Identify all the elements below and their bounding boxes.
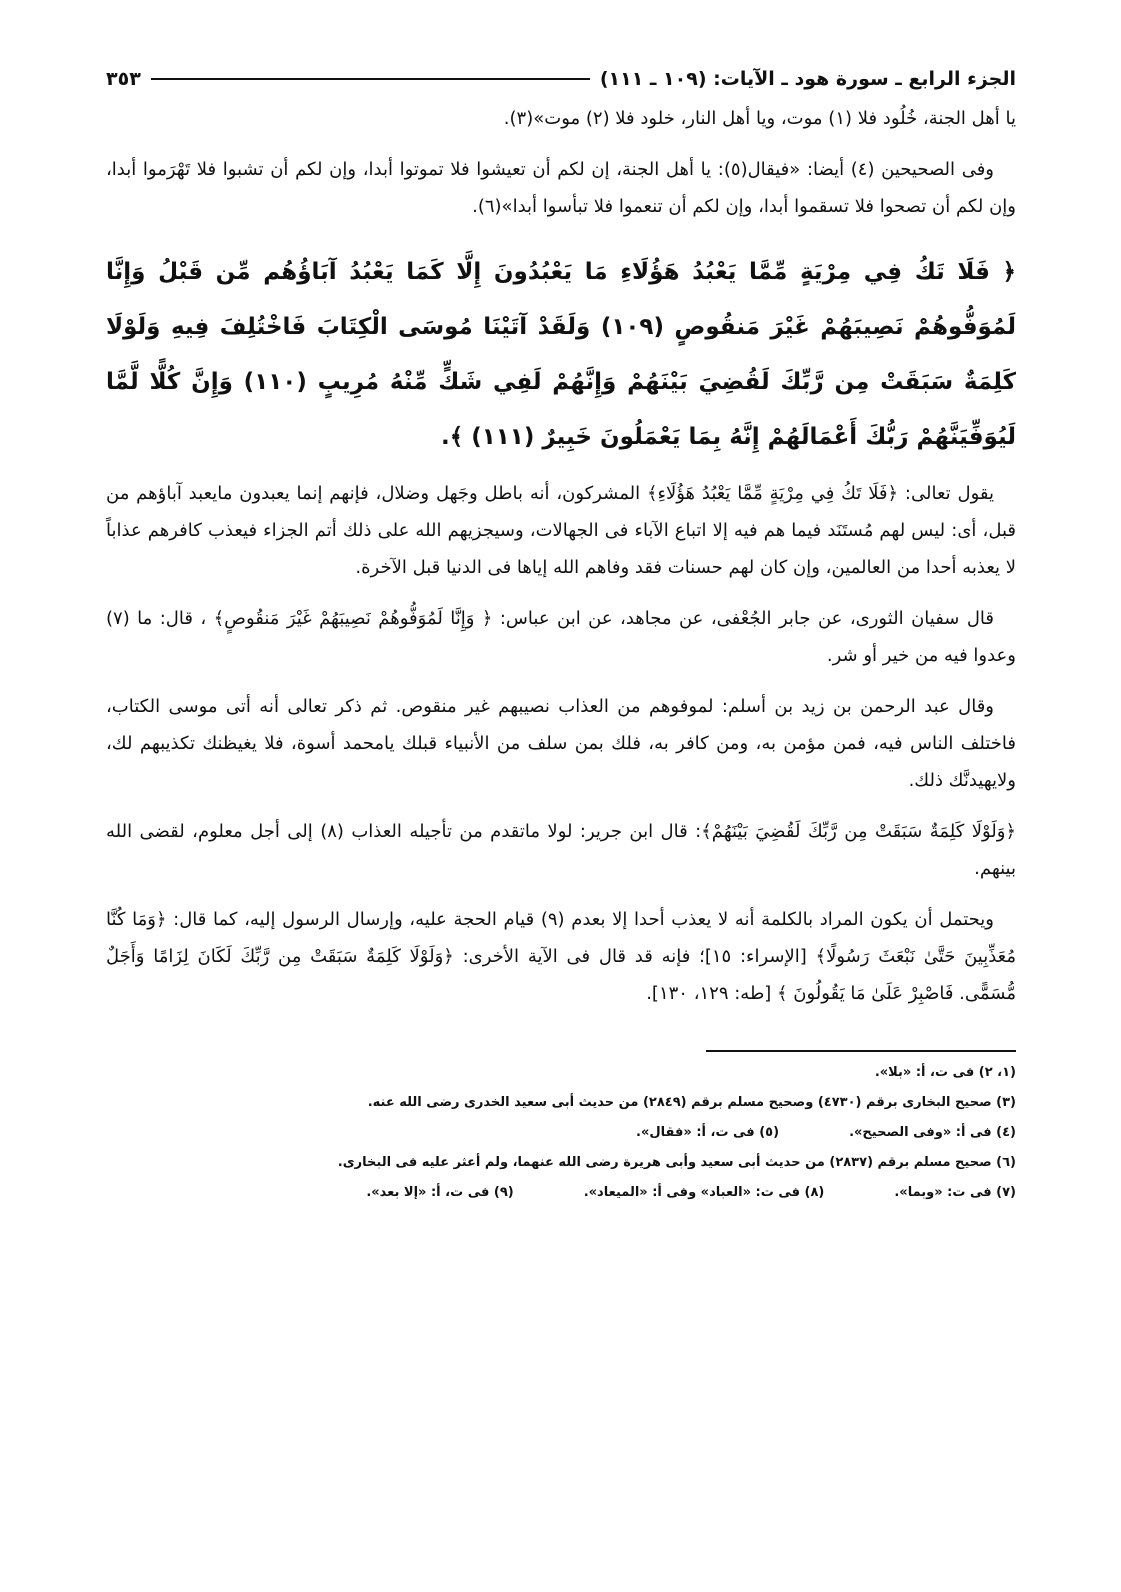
commentary-paragraph: ويحتمل أن يكون المراد بالكلمة أنه لا يعذب أحدا إلا بعدم (٩) قيام الحجة عليه، وإرسال الرسول إليه، كما قال: ﴿وَمَا كُنَّا مُعَذِّبِينَ حَتَّىٰ نَبْعَثَ رَسُولًا﴾ [الإسراء: ١٥]؛ فإنه قد قال فى الآية الأخرى: ﴿وَلَوْلَا كَلِمَةٌ سَبَقَتْ مِن رَّبِّكَ لَكَانَ لِزَامًا وَأَجَلٌ مُّسَمًّى. فَاصْبِرْ عَلَىٰ مَا يَقُولُونَ ﴾ [طه: ١٢٩، ١٣٠]. [106, 909, 1016, 1004]
commentary-paragraph: يقول تعالى: ﴿فَلَا تَكُ فِي مِرْيَةٍ مِّمَّا يَعْبُدُ هَؤُلَاءِ﴾ المشركون، أنه باطل وجَهل وضلال، فإنهم إنما يعبدون مايعبد آباؤهم من قبل، أى: ليس لهم مُستَنَد فيما هم فيه إلا اتباع الآباء فى الجهالات، وسيجزيهم الله على ذلك أتم الجزاء فيعذب كافرهم عذاباً لا يعذبه أحدا من العالمين، وإن كان لهم حسنات فقد وفاهم الله إياها فى الدنيا قبل الآخرة. [106, 483, 1016, 578]
footnote-separator [706, 1050, 1016, 1052]
commentary-paragraph: قال سفيان الثورى، عن جابر الجُعْفى، عن مجاهد، عن ابن عباس: ﴿ وَإِنَّا لَمُوَفُّوهُمْ نَصِيبَهُمْ غَيْرَ مَنقُوصٍ﴾ ، قال: ما (٧) وعدوا فيه من خير أو شر. [106, 608, 1016, 666]
footnote: (٥) فى ت، أ: «فقال». [636, 1125, 780, 1140]
page-number: ٣٥٣ [106, 68, 141, 90]
commentary-paragraph: ﴿وَلَوْلَا كَلِمَةٌ سَبَقَتْ مِن رَّبِّكَ لَقُضِيَ بَيْنَهُمْ﴾: قال ابن جرير: لولا ماتقدم من تأجيله العذاب (٨) إلى أجل معلوم، لقضى الله بينهم. [106, 821, 1016, 879]
commentary-paragraph: وقال عبد الرحمن بن زيد بن أسلم: لموفوهم من العذاب نصيبهم غير منقوص. ثم ذكر تعالى أنه أتى موسى الكتاب، فاختلف الناس فيه، فمن مؤمن به، ومن كافر به، فلك بمن سلف من الأنبياء قبلك يامحمد أسوة، فلا يغيظنك تكذيبهم لك، ولايهيدنَّك ذلك. [106, 696, 1016, 791]
book-page [106, 62, 1016, 1208]
paragraph: وفى الصحيحين (٤) أيضا: «فيقال(٥): يا أهل الجنة، إن لكم أن تعيشوا فلا تموتوا أبدا، وإن لكم أن تشبوا فلا تَهْرَموا أبدا، وإن لكم أن تصحوا فلا تسقموا أبدا، وإن لكم أن تنعموا فلا تبأسوا أبدا»(٦). [106, 159, 1016, 217]
running-header [106, 62, 1016, 96]
footnote: (٨) فى ت: «العباد» وفى أ: «الميعاد». [583, 1185, 825, 1200]
footnote: (٣) صحيح البخارى برقم (٤٧٣٠) وصحيح مسلم برقم (٢٨٤٩) من حديث أبى سعيد الخدرى رضى الله عنه. [367, 1095, 1016, 1110]
quran-verse-block: ﴿ فَلَا تَكُ فِي مِرْيَةٍ مِّمَّا يَعْبُدُ هَؤُلَاءِ مَا يَعْبُدُونَ إِلَّا كَمَا يَعْبُدُ آبَاؤُهُم مِّن قَبْلُ وَإِنَّا لَمُوَفُّوهُمْ نَصِيبَهُمْ غَيْرَ مَنقُوصٍ (١٠٩) وَلَقَدْ آتَيْنَا مُوسَى الْكِتَابَ فَاخْتُلِفَ فِيهِ وَلَوْلَا كَلِمَةٌ سَبَقَتْ مِن رَّبِّكَ لَقُضِيَ بَيْنَهُمْ وَإِنَّهُمْ لَفِي شَكٍّ مِّنْهُ مُرِيبٍ (١١٠) وَإِنَّ كُلًّا لَّمَّا لَيُوَفِّيَنَّهُمْ رَبُّكَ أَعْمَالَهُمْ إِنَّهُ بِمَا يَعْمَلُونَ خَبِيرٌ (١١١) ﴾. [106, 259, 1016, 450]
footnotes [106, 1058, 1016, 1208]
footnote: (١، ٢) فى ت، أ: «بلا». [874, 1065, 1016, 1080]
footnote: (٩) فى ت، أ: «إلا بعد». [366, 1185, 514, 1200]
header-rule [151, 78, 590, 80]
footnote: (٦) صحيح مسلم برقم (٢٨٣٧) من حديث أبى سعيد وأبى هريرة رضى الله عنهما، ولم أعثر عليه فى البخارى. [337, 1155, 1016, 1170]
header-title: الجزء الرابع ـ سورة هود ـ الآيات: (١٠٩ ـ ١١١) [599, 68, 1016, 90]
paragraph: يا أهل الجنة، خُلُود فلا (١) موت، ويا أهل النار، خلود فلا (٢) موت»(٣). [503, 108, 1016, 129]
footnote: (٧) فى ت: «وبما». [894, 1185, 1016, 1200]
footnote: (٤) فى أ: «وفى الصحيح». [849, 1125, 1016, 1140]
